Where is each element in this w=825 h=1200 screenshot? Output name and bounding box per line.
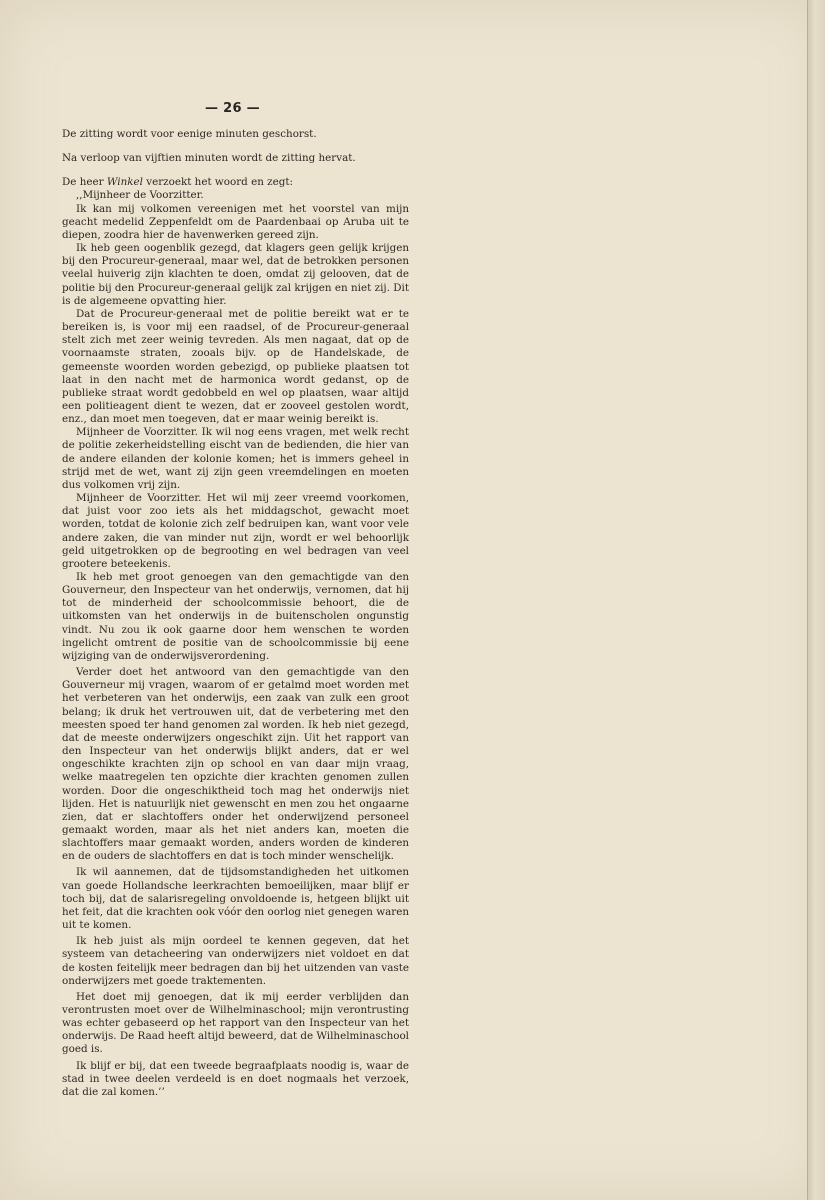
speaker-name: Winkel	[106, 176, 143, 189]
paragraph: Dat de Procureur-generaal met de politie bereikt wat er te bereiken is, is voor mij een raadsel, of de Procureur-generaal stelt zich met zeer weinig tevreden. Als men nagaat, dat op de voornaamste straten, zooals bijv. op de Handelskade, de gemeenste woorden worden gebezigd, op publieke plaatsen tot laat in den nacht met de harmonica wordt gedanst, op de publieke straat wordt gedobbeld en wel op plaatsen, waar altijd een politieagent dient te wezen, dat er zooveel gestolen wordt, enz., dan moet men toegeven, dat er maar weinig bereikt is.	[62, 307, 409, 426]
paragraph: Het doet mij genoegen, dat ik mij eerder verblijden dan verontrusten moet over de Wilhelminaschool; mijn verontrusting was echter gebaseerd op het rapport van den Inspecteur van het onderwijs. De Raad heeft altijd beweerd, dat de Wilhelminaschool goed is.	[62, 990, 409, 1056]
document-body	[62, 128, 409, 1099]
paragraph: Verder doet het antwoord van den gemachtigde van den Gouverneur mij vragen, waarom of er getalmd moet worden met het verbeteren van het onderwijs, een zaak van zulk een groot belang; ik druk het vertrouwen uit, dat de verbetering met den meesten spoed ter hand genomen zal worden. Ik heb niet gezegd, dat de meeste onderwijzers ongeschikt zijn. Uit het rapport van den Inspecteur van het onderwijs blijkt anders, dat er wel ongeschikte krachten zijn op school en van daar mijn vraag, welke maatregelen ten opzichte dier krachten genomen zullen worden. Door die ongeschiktheid toch mag het onderwijs niet lijden. Het is natuurlijk niet gewenscht en men zou het ongaarne zien, dat er slachtoffers onder het onderwijzend personeel gemaakt worden, maar als het niet anders kan, moeten die slachtoffers maar gemaakt worden, anders worden de kinderen en de ouders de slachtoffers en dat is toch minder wenschelijk.	[62, 666, 409, 863]
paragraph: Ik kan mij volkomen vereenigen met het voorstel van mijn geacht medelid Zeppenfeldt om de Paardenbaai op Aruba uit te diepen, zoodra hier de havenwerken gereed zijn.	[62, 202, 409, 241]
paragraph: Ik wil aannemen, dat de tijdsomstandigheden het uitkomen van goede Hollandsche leerkrachten bemoeilijken, maar blijf er toch bij, dat de salarisregeling onvoldoende is, hetgeen blijkt uit het feit, dat die krachten ook vóór den oorlog niet genegen waren uit te komen.	[62, 866, 409, 932]
speaker-intro-before: De heer	[62, 176, 107, 189]
speaker-intro	[62, 176, 409, 189]
paragraph: Ik heb juist als mijn oordeel te kennen gegeven, dat het systeem van detacheering van onderwijzers niet voldoet en dat de kosten feitelijk meer bedragen dan bij het uitzenden van vaste onderwijzers met goede traktementen.	[62, 935, 409, 987]
session-suspended-note: De zitting wordt voor eenige minuten geschorst.	[62, 128, 317, 140]
paragraph: Ik heb geen oogenblik gezegd, dat klagers geen gelijk krijgen bij den Procureur-generaal, maar wel, dat de betrokken personen veelal huiverig zijn klachten te doen, omdat zij gelooven, dat de politie bij den Procureur-generaal gelijk zal krijgen en niet zij. Dit is de algemeene opvatting hier.	[62, 242, 409, 307]
paragraph: Ik blijf er bij, dat een tweede begraafplaats noodig is, waar de stad in twee deelen verdeeld is en doet nogmaals het verzoek, dat die zal komen.’’	[62, 1059, 409, 1098]
session-resumed-note: Na verloop van vijftien minuten wordt de zitting hervat.	[62, 152, 356, 165]
paragraph: Ik heb met groot genoegen van den gemachtigde van den Gouverneur, den Inspecteur van het onderwijs, vernomen, dat hij tot de minderheid der schoolcommissie behoort, die de uitkomsten van het onderwijs in de buitenscholen ongunstig vindt. Nu zou ik ook gaarne door hem wenschen te worden ingelicht omtrent de positie van de schoolcommissie bij eene wijziging van de onderwijsverordening.	[62, 571, 409, 662]
page-number: — 26 —	[205, 101, 260, 116]
page-edge	[807, 0, 825, 1200]
salutation: ,,Mijnheer de Voorzitter.	[76, 189, 204, 202]
paragraph: Mijnheer de Voorzitter. Het wil mij zeer vreemd voorkomen, dat juist voor zoo iets als het middagschot, gewacht moet worden, totdat de kolonie zich zelf bedruipen kan, want voor vele andere zaken, die van minder nut zijn, wordt er wel behoorlijk geld uitgetrokken op de begrooting en wel bedragen van veel grootere beteekenis.	[62, 492, 409, 570]
paragraph: Mijnheer de Voorzitter. Ik wil nog eens vragen, met welk recht de politie zekerheidstelling eischt van de bedienden, die hier van de andere eilanden der kolonie komen; het is immers geheel in strijd met de wet, want zij zijn geen vreemdelingen en moeten dus volkomen vrij zijn.	[62, 426, 409, 491]
speaker-intro-after: verzoekt het woord en zegt:	[142, 176, 293, 189]
